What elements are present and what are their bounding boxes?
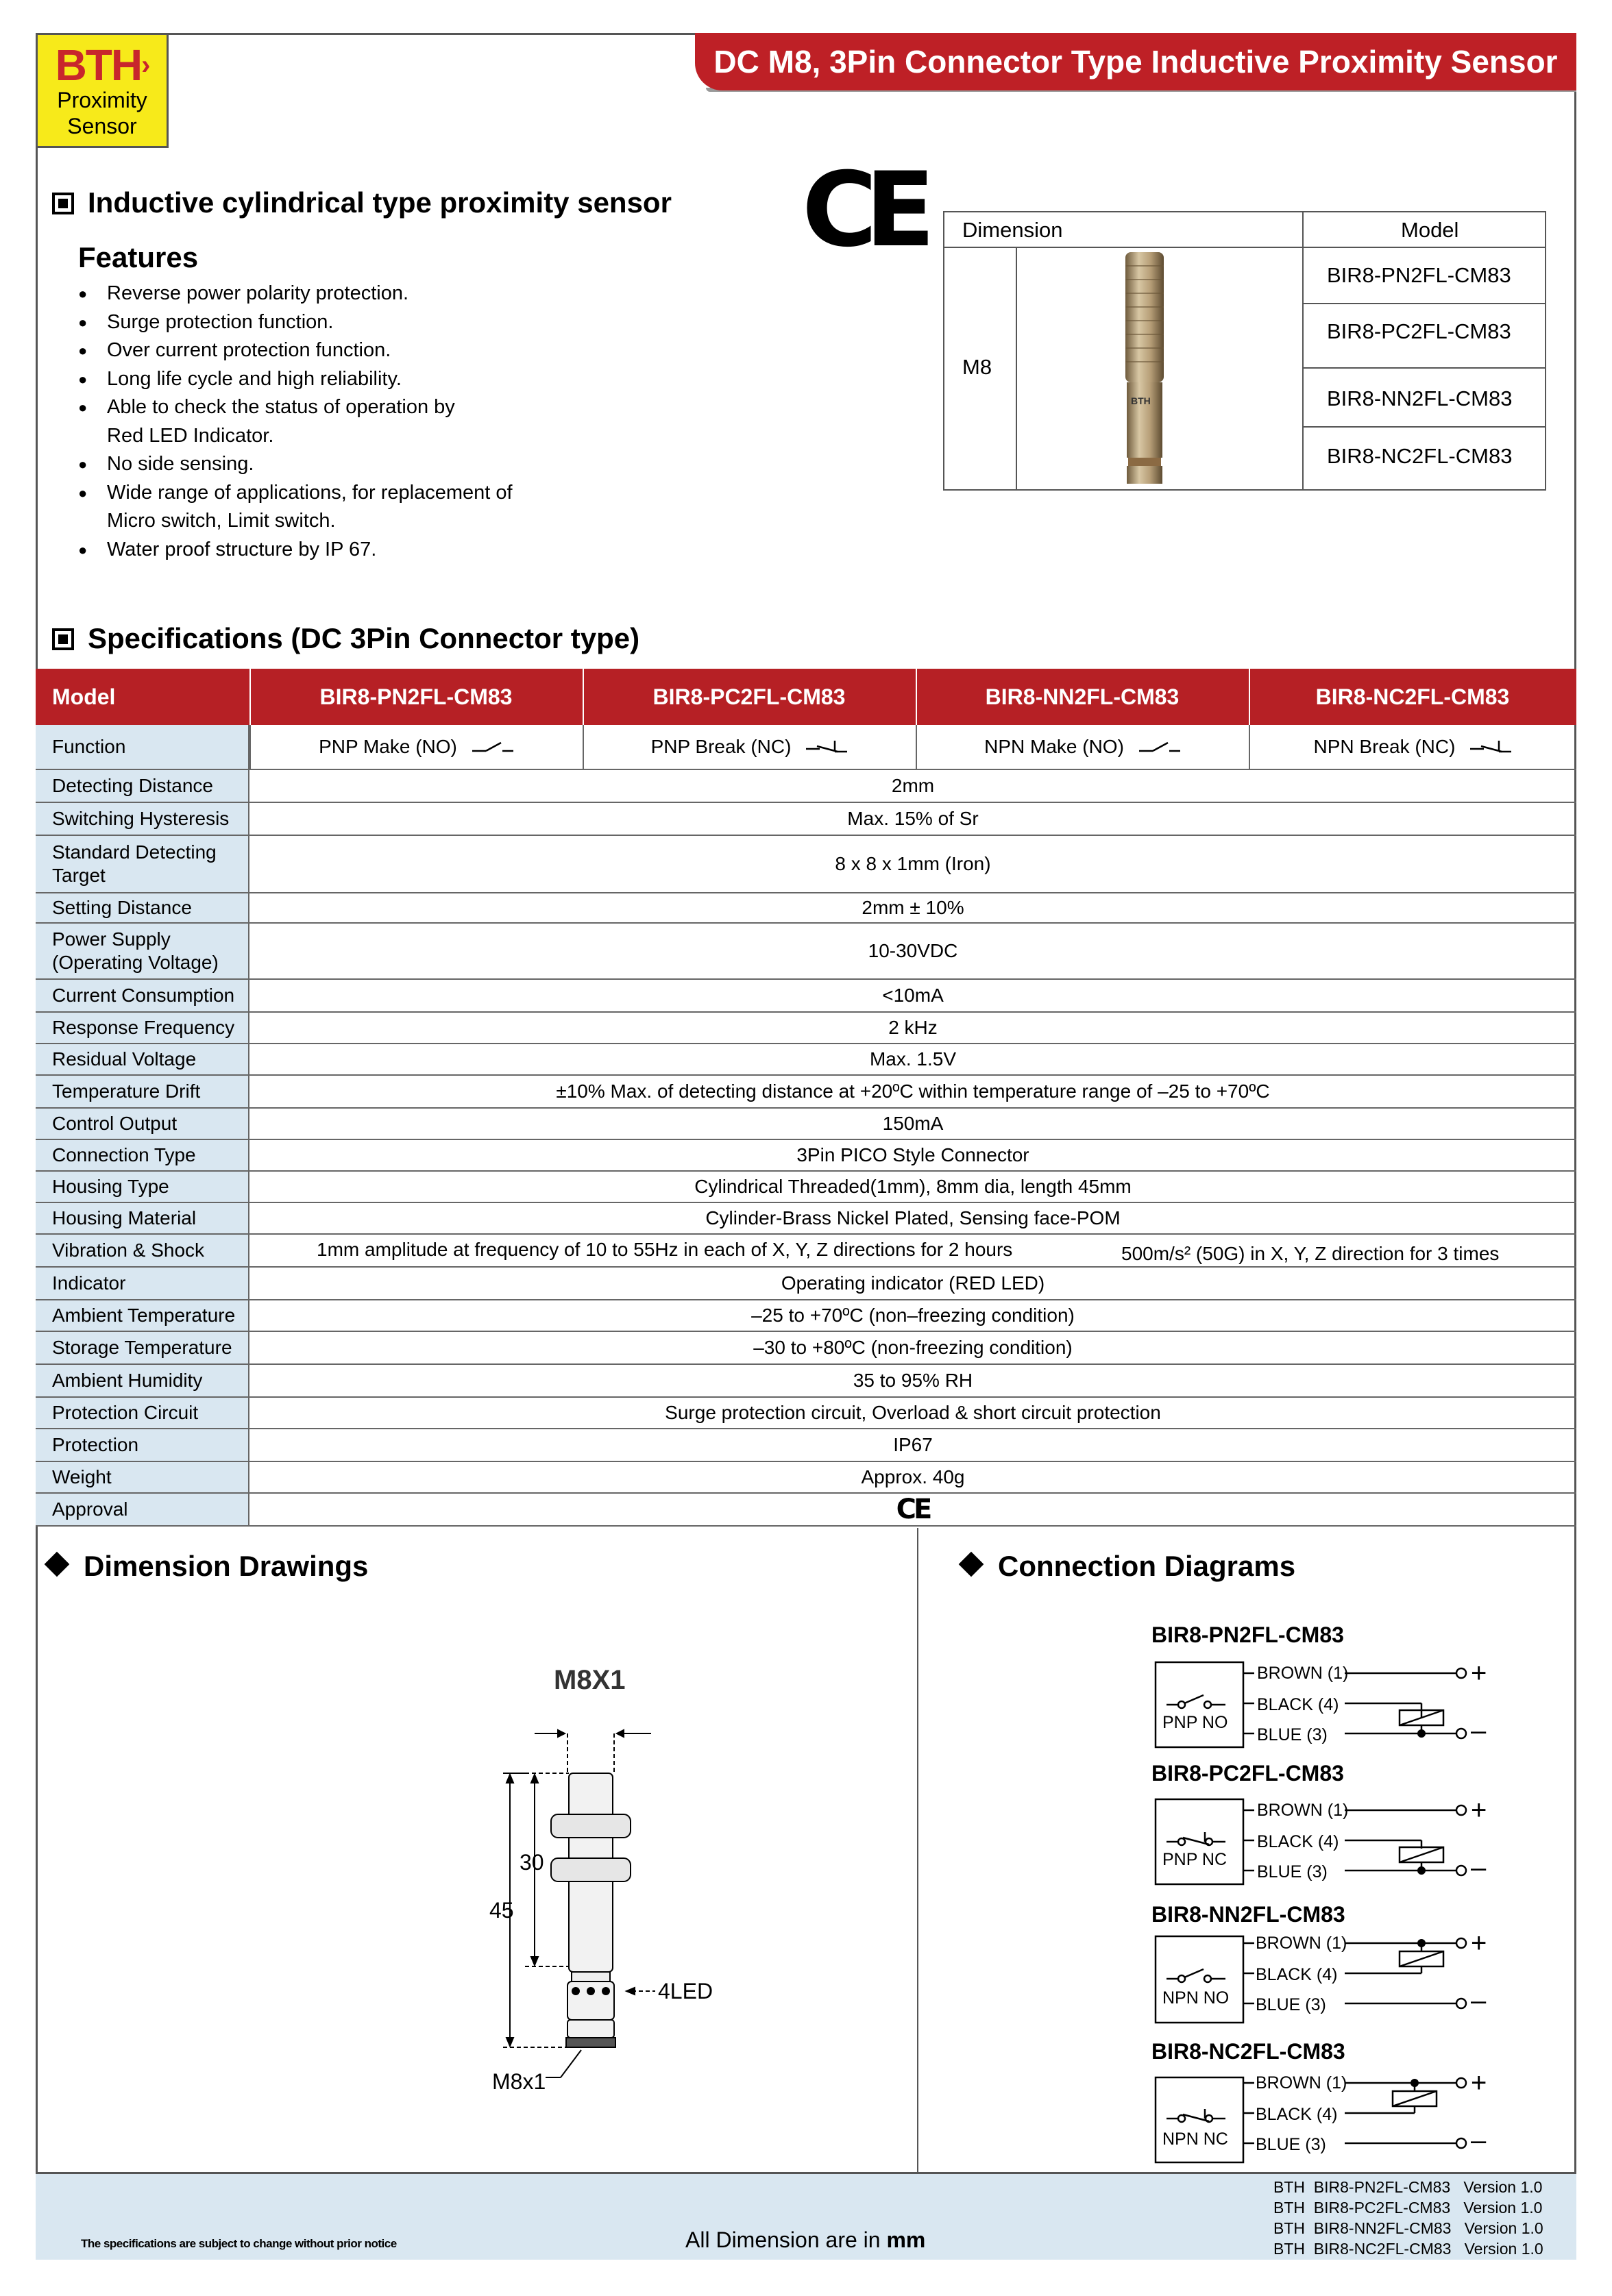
diagram-type: NPN NC (1162, 2130, 1228, 2149)
spec-row (36, 980, 1576, 1013)
row-label: Function (36, 725, 249, 769)
wire-black: BLACK (4) (1256, 1965, 1338, 1984)
row-label: Detecting Distance (36, 770, 249, 802)
square-bullet-icon (52, 193, 74, 214)
row-label: Storage Temperature (36, 1332, 249, 1363)
row-value: Max. 1.5V (869, 1048, 957, 1070)
row-value: 8 x 8 x 1mm (Iron) (835, 853, 991, 874)
spec-row (36, 1494, 1576, 1527)
dim-45-label: 45 (489, 1898, 514, 1923)
wiring-schematic (1151, 1622, 1535, 1753)
connection-diagram-nn (1151, 1902, 1535, 2032)
switch-nc-icon (806, 738, 847, 756)
bottom-thread-label: M8x1 (492, 2069, 546, 2094)
spec-row (36, 1109, 1576, 1140)
spec-row-function (36, 725, 1576, 770)
wire-brown: BROWN (1) (1256, 1934, 1347, 1953)
row-label: Ambient Humidity (36, 1365, 249, 1396)
specs-heading (52, 622, 639, 655)
spec-row (36, 1365, 1576, 1398)
connection-diagram-nc (1151, 2039, 1535, 2169)
switch-nc-icon (1470, 738, 1511, 756)
wire-blue: BLUE (3) (1257, 1725, 1328, 1744)
row-value: Approx. 40g (861, 1466, 965, 1488)
row-label: Response Frequency (36, 1013, 249, 1043)
version-item: BTH BIR8-NN2FL-CM83 Version 1.0 (1273, 2219, 1543, 2237)
wire-blue: BLUE (3) (1256, 1995, 1326, 2014)
header-cell: BIR8-PN2FL-CM83 (319, 684, 513, 709)
function-text: PNP Break (NC) (650, 736, 792, 757)
row-value: –25 to +70ºC (non–freezing condition) (751, 1305, 1075, 1326)
feature-item: ● Long life cycle and high reliability. (78, 365, 600, 394)
wiring-schematic (1151, 2039, 1535, 2169)
row-value: 2 kHz (888, 1017, 938, 1038)
dimension-heading-text: Dimension Drawings (84, 1550, 369, 1582)
connection-diagram-pc (1151, 1761, 1535, 1891)
function-text: PNP Make (NO) (319, 736, 457, 757)
brand-name: BTH (55, 40, 142, 90)
spec-row (36, 1429, 1576, 1462)
thread-label: M8X1 (554, 1665, 626, 1695)
row-value: <10mA (882, 985, 944, 1006)
dim-note-unit: mm (886, 2227, 926, 2252)
row-label: Approval (36, 1494, 249, 1525)
spec-row (36, 1013, 1576, 1044)
wiring-schematic (1151, 1761, 1535, 1891)
led-label: 4LED (658, 1979, 713, 2003)
version-item: BTH BIR8-PN2FL-CM83 Version 1.0 (1273, 2178, 1543, 2196)
row-value: IP67 (893, 1434, 933, 1455)
wire-blue: BLUE (3) (1256, 2135, 1326, 2154)
spec-row (36, 1140, 1576, 1172)
row-value: Cylinder-Brass Nickel Plated, Sensing face-POM (705, 1207, 1121, 1229)
diamond-bullet-icon (959, 1552, 984, 1577)
minus-sign: – (1471, 1986, 1487, 2016)
plus-sign: + (1471, 1928, 1487, 1958)
row-label: Ambient Temperature (36, 1300, 249, 1331)
footer (36, 2172, 1576, 2260)
minus-sign: – (1471, 1853, 1487, 1883)
diagram-title: BIR8-NN2FL-CM83 (1151, 1902, 1345, 1927)
section-divider (917, 1528, 918, 2172)
row-label: Vibration & Shock (36, 1235, 249, 1266)
row-label: Housing Material (36, 1203, 249, 1233)
spec-row (36, 803, 1576, 836)
spec-row (36, 1203, 1576, 1235)
function-text: NPN Break (NC) (1313, 736, 1456, 757)
diagram-type: PNP NC (1162, 1850, 1228, 1869)
switch-no-icon (1139, 739, 1180, 755)
model-name: BIR8-NC2FL-CM83 (1327, 444, 1513, 468)
spec-row (36, 1332, 1576, 1365)
minus-sign: – (1471, 1716, 1487, 1746)
row-label: Protection Circuit (36, 1398, 249, 1428)
row-label: Connection Type (36, 1140, 249, 1170)
spec-row (36, 924, 1576, 980)
wire-brown: BROWN (1) (1257, 1801, 1349, 1820)
brand-sub-1: Proximity (57, 88, 147, 112)
spec-row (36, 836, 1576, 893)
dimension-heading (48, 1550, 368, 1583)
spec-row (36, 1172, 1576, 1203)
feature-item: ● Wide range of applications, for replacement of Micro switch, Limit switch. (78, 479, 546, 536)
connection-heading (962, 1550, 1295, 1583)
feature-item: ● Water proof structure by IP 67. (78, 536, 600, 565)
intro-heading (52, 186, 672, 219)
header-cell: BIR8-NC2FL-CM83 (1315, 684, 1510, 709)
connection-heading-text: Connection Diagrams (998, 1550, 1296, 1582)
row-label: Current Consumption (36, 980, 249, 1011)
row-label: Setting Distance (36, 893, 249, 922)
row-value: Cylindrical Threaded(1mm), 8mm dia, length 45mm (694, 1176, 1132, 1197)
row-value: Operating indicator (RED LED) (781, 1272, 1045, 1294)
row-value: 2mm ± 10% (862, 897, 964, 918)
row-label: Residual Voltage (36, 1044, 249, 1074)
spec-row (36, 1300, 1576, 1332)
function-cell (916, 725, 1249, 769)
model-name: BIR8-PN2FL-CM83 (1327, 263, 1511, 287)
spec-row (36, 1398, 1576, 1429)
brand-sub-2: Sensor (67, 114, 137, 138)
shock-value: 500m/s² (50G) in X, Y, Z direction for 3 times (1121, 1243, 1500, 1264)
version-item: BTH BIR8-NC2FL-CM83 Version 1.0 (1273, 2240, 1543, 2258)
connection-diagram-pn (1151, 1622, 1535, 1753)
diagram-title: BIR8-PN2FL-CM83 (1151, 1622, 1344, 1647)
wire-brown: BROWN (1) (1257, 1664, 1349, 1683)
sensor-photo-label: BTH (1131, 395, 1151, 406)
footer-dimension-note (685, 2227, 925, 2253)
features-title: Features (78, 241, 199, 273)
spec-row (36, 1462, 1576, 1494)
row-label: Weight (36, 1462, 249, 1492)
header-cell: BIR8-PC2FL-CM83 (652, 684, 846, 709)
minus-sign: – (1471, 2125, 1487, 2156)
row-value: Max. 15% of Sr (847, 808, 979, 829)
row-label: Indicator (36, 1268, 249, 1299)
row-label: Temperature Drift (36, 1076, 249, 1107)
row-value: ±10% Max. of detecting distance at +20ºC within temperature range of –25 to +70ºC (556, 1081, 1270, 1102)
wiring-schematic (1151, 1902, 1535, 2032)
feature-item: ● Surge protection function. (78, 308, 600, 337)
intro-heading-text: Inductive cylindrical type proximity sensor (88, 186, 672, 219)
row-value: 35 to 95% RH (853, 1370, 973, 1391)
spec-row (36, 1044, 1576, 1076)
brand-logo (36, 33, 169, 148)
diamond-bullet-icon (45, 1552, 70, 1577)
wire-black: BLACK (4) (1256, 2105, 1338, 2124)
wire-black: BLACK (4) (1257, 1695, 1339, 1714)
row-value: 2mm (891, 775, 935, 796)
function-cell (1249, 725, 1576, 769)
row-label: Switching Hysteresis (36, 803, 249, 835)
dimension-drawing (480, 1713, 685, 2097)
row-value: Surge protection circuit, Overload & short circuit protection (665, 1402, 1161, 1423)
square-bullet-icon (52, 628, 74, 650)
spec-row (36, 1268, 1576, 1300)
spec-header-row (36, 669, 1576, 725)
plus-sign: + (1471, 1658, 1487, 1688)
diagram-title: BIR8-NC2FL-CM83 (1151, 2039, 1345, 2064)
sensor-photo (1117, 252, 1172, 485)
spec-row-vibration (36, 1235, 1576, 1268)
diagram-title: BIR8-PC2FL-CM83 (1151, 1761, 1344, 1786)
plus-sign: + (1471, 1795, 1487, 1825)
model-name: BIR8-NN2FL-CM83 (1327, 386, 1513, 410)
row-label: Standard Detecting Target (36, 836, 249, 892)
feature-item: ● Reverse power polarity protection. (78, 280, 600, 308)
model-name: BIR8-PC2FL-CM83 (1327, 319, 1511, 343)
row-value: 10-30VDC (868, 940, 958, 961)
spec-row (36, 770, 1576, 803)
approval-ce-mark: CE (896, 1494, 930, 1525)
col-model: Model (1401, 218, 1459, 242)
feature-item: ● Over current protection function. (78, 336, 600, 365)
wire-black: BLACK (4) (1257, 1832, 1339, 1851)
row-value: 150mA (882, 1113, 944, 1134)
specs-heading-text: Specifications (DC 3Pin Connector type) (88, 622, 640, 654)
row-label: Control Output (36, 1109, 249, 1139)
function-text: NPN Make (NO) (984, 736, 1124, 757)
ce-mark: CE (802, 151, 923, 270)
model-table (943, 211, 1546, 491)
col-dimension: Dimension (962, 218, 1063, 242)
diagram-type: PNP NO (1162, 1713, 1228, 1732)
switch-no-icon (472, 739, 513, 755)
spec-row (36, 1076, 1576, 1109)
wire-brown: BROWN (1) (1256, 2073, 1347, 2093)
feature-item: ● No side sensing. (78, 450, 600, 479)
row-label: Power Supply (Operating Voltage) (36, 924, 249, 978)
row-label: Protection (36, 1429, 249, 1461)
dim-note-text: All Dimension are in (685, 2227, 881, 2252)
version-item: BTH BIR8-PC2FL-CM83 Version 1.0 (1273, 2199, 1543, 2217)
dim-30-label: 30 (520, 1850, 544, 1875)
header-cell: Model (52, 684, 116, 709)
spec-row (36, 893, 1576, 924)
chevron-icon: › (141, 50, 149, 80)
header-cell: BIR8-NN2FL-CM83 (985, 684, 1180, 709)
diagram-type: NPN NO (1162, 1988, 1230, 2008)
wire-blue: BLUE (3) (1257, 1862, 1328, 1881)
footer-note: The specifications are subject to change without prior notice (81, 2237, 397, 2250)
features-list (78, 280, 600, 564)
feature-item: ● Able to check the status of operation by Red LED Indicator. (78, 393, 491, 450)
plus-sign: + (1471, 2068, 1487, 2098)
page-title: DC M8, 3Pin Connector Type Inductive Proximity Sensor (695, 33, 1576, 90)
row-label: Housing Type (36, 1172, 249, 1202)
version-list (1273, 2177, 1543, 2259)
function-cell (583, 725, 916, 769)
size-label: M8 (962, 355, 992, 379)
function-cell (249, 725, 583, 769)
row-value: 3Pin PICO Style Connector (796, 1144, 1029, 1165)
row-value: –30 to +80ºC (non-freezing condition) (753, 1337, 1073, 1358)
vibration-value: 1mm amplitude at frequency of 10 to 55Hz in each of X, Y, Z directions for 2 hours (317, 1239, 1013, 1260)
